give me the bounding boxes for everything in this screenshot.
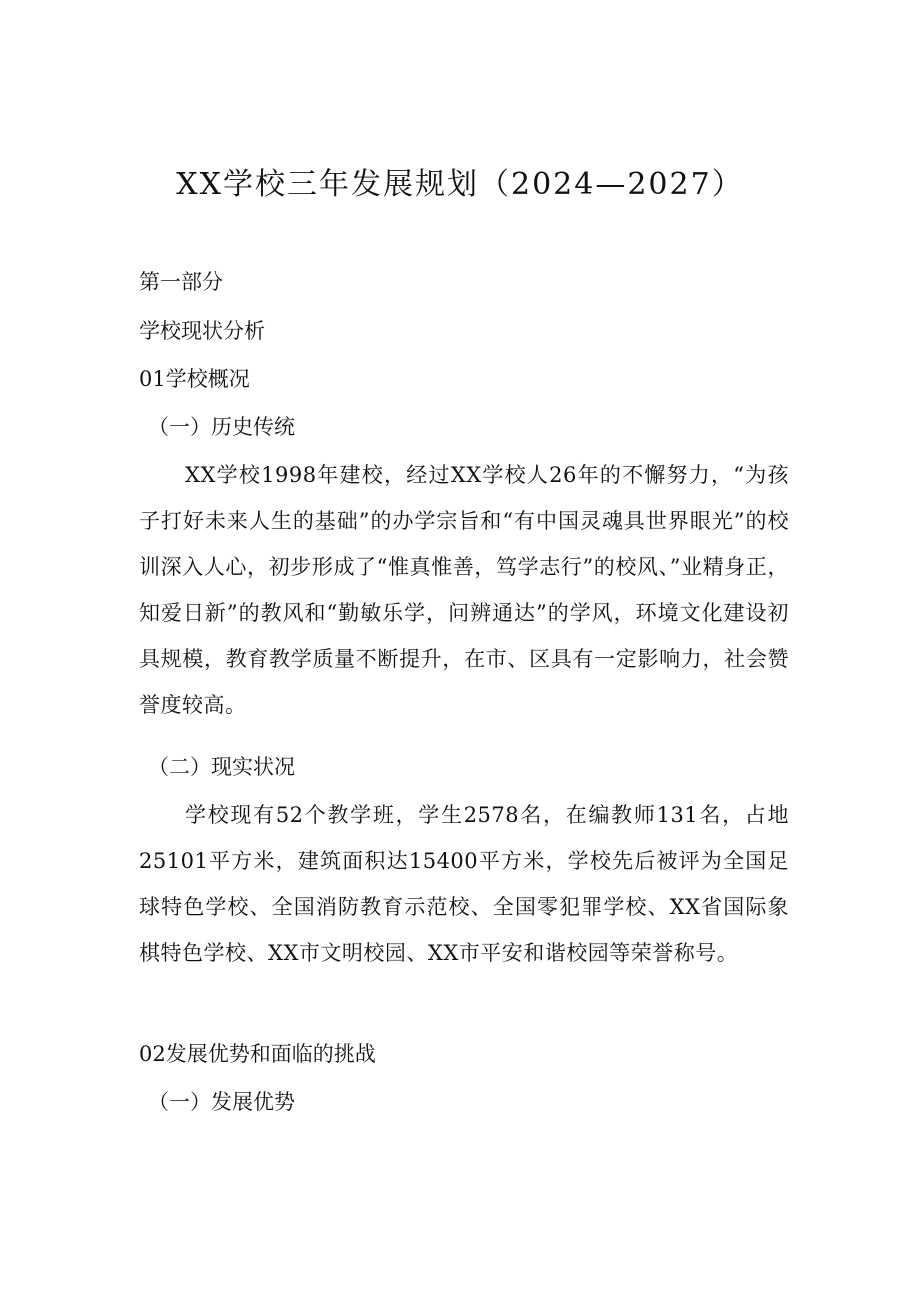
section-heading-overview: 01学校概况 bbox=[139, 367, 250, 391]
part-label: 第一部分 bbox=[139, 270, 223, 294]
section-heading-advantages: 02发展优势和面临的挑战 bbox=[139, 1042, 376, 1066]
subheading-current-status: （二）现实状况 bbox=[148, 755, 295, 779]
subheading-advantages: （一）发展优势 bbox=[148, 1090, 295, 1114]
subheading-history: （一）历史传统 bbox=[148, 415, 295, 439]
paragraph-history: XX学校1998年建校，经过XX学校人26年的不懈努力，“为孩子打好未来人生的基础”的办学宗旨和“有中国灵魂具世界眼光”的校训深入人心，初步形成了“惟真惟善，笃学志行”的校风、”业精身正，知爱日新”的教风和“勤敏乐学，问辨通达”的学风，环境文化建设初具规模，教育教学质量不断提升，在市、区具有一定影响力，社会赞誉度较高。 bbox=[139, 463, 789, 717]
part-title: 学校现状分析 bbox=[139, 319, 265, 343]
document-title: XX学校三年发展规划（2024—2027） bbox=[176, 167, 744, 202]
paragraph-current-status: 学校现有52个教学班，学生2578名，在编教师131名，占地25101平方米，建筑面积达15400平方米，学校先后被评为全国足球特色学校、全国消防教育示范校、全国零犯罪学校、XX省国际象棋特色学校、XX市文明校园、XX市平安和谐校园等荣誉称号。 bbox=[139, 803, 789, 965]
